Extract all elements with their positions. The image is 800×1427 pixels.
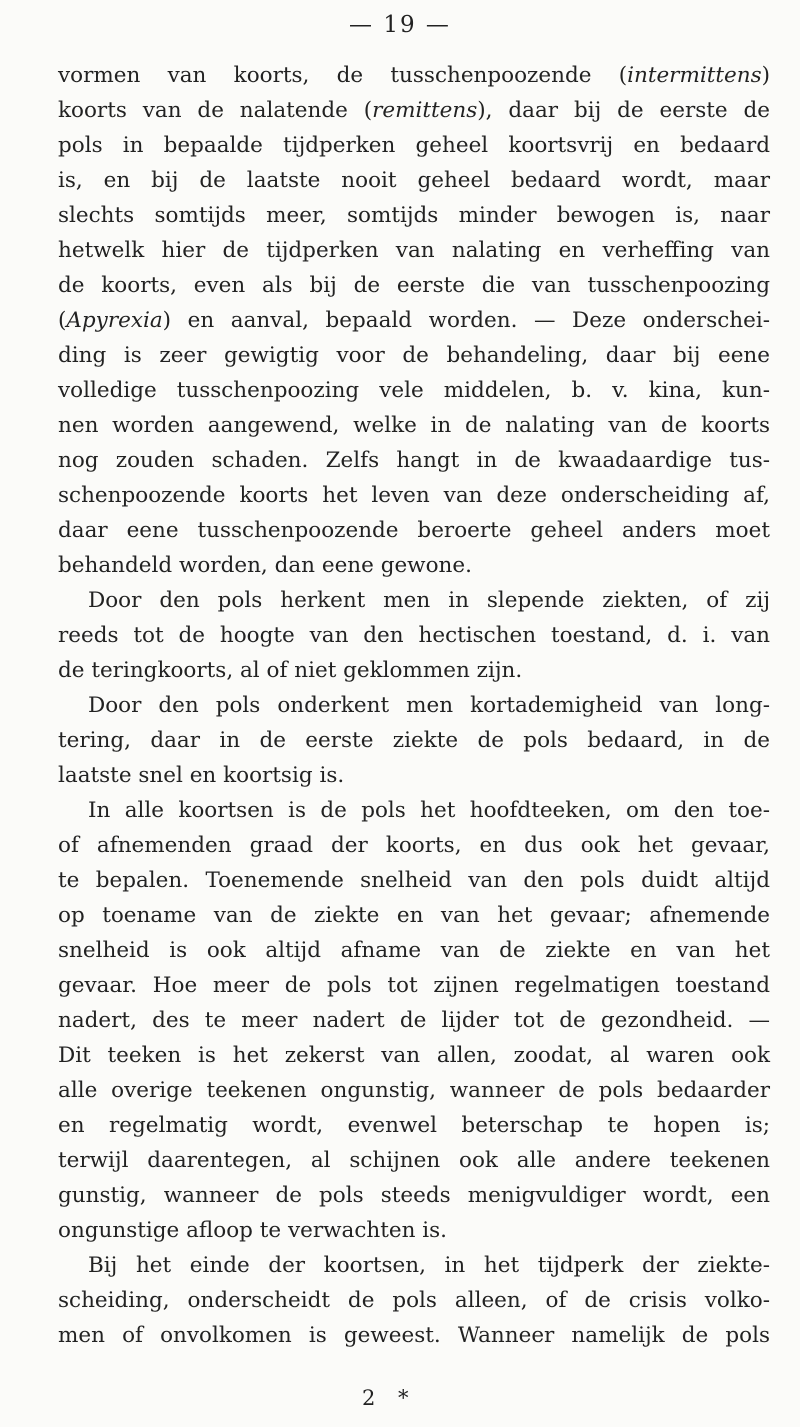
- text-segment: en regelmatig wordt, evenwel beterschap te hopen is;: [58, 1113, 770, 1138]
- text-line: [58, 898, 770, 933]
- text-line: [58, 128, 770, 163]
- text-segment: ), daar bij de eerste de: [477, 98, 770, 123]
- text-segment: de teringkoorts, al of niet geklommen zijn.: [58, 658, 523, 683]
- text-line: [58, 828, 770, 863]
- text-line: [58, 1003, 770, 1038]
- text-line: [58, 268, 770, 303]
- text-segment: gevaar. Hoe meer de pols tot zijnen regelmatigen toestand: [58, 973, 770, 998]
- text-line: [58, 443, 770, 478]
- text-segment: op toename van de ziekte en van het gevaar; afnemende: [58, 903, 770, 928]
- text-segment: scheiding, onderscheidt de pols alleen, of de crisis volko-: [58, 1288, 770, 1313]
- text-segment: pols in bepaalde tijdperken geheel koortsvrij en bedaard: [58, 133, 770, 158]
- text-line: [58, 933, 770, 968]
- text-line: [58, 303, 770, 338]
- text-line: [58, 1178, 770, 1213]
- text-segment: slechts somtijds meer, somtijds minder bewogen is, naar: [58, 203, 770, 228]
- text-line: [58, 198, 770, 233]
- text-line: [58, 373, 770, 408]
- text-line: [58, 793, 770, 828]
- text-line: [58, 408, 770, 443]
- text-line: [58, 968, 770, 1003]
- text-segment: schenpoozende koorts het leven van deze onderscheiding af,: [58, 483, 770, 508]
- text-segment: volledige tusschenpoozing vele middelen, b. v. kina, kun-: [58, 378, 770, 403]
- text-segment: daar eene tusschenpoozende beroerte geheel anders moet: [58, 518, 770, 543]
- text-segment: hetwelk hier de tijdperken van nalating en verheffing van: [58, 238, 770, 263]
- text-line: [58, 653, 770, 688]
- text-segment: is, en bij de laatste nooit geheel bedaard wordt, maar: [58, 168, 770, 193]
- text-line: [58, 93, 770, 128]
- text-segment: nog zouden schaden. Zelfs hangt in de kwaadaardige tus-: [58, 448, 770, 473]
- text-line: [58, 58, 770, 93]
- text-segment: ): [761, 63, 770, 88]
- text-segment: snelheid is ook altijd afname van de ziekte en van het: [58, 938, 770, 963]
- text-line: [58, 548, 770, 583]
- text-segment: te bepalen. Toenemende snelheid van den pols duidt altijd: [58, 868, 770, 893]
- text-segment: gunstig, wanneer de pols steeds menigvuldiger wordt, een: [58, 1183, 770, 1208]
- text-line: [58, 1248, 770, 1283]
- signature-mark: 2 *: [362, 1386, 417, 1410]
- text-line: [58, 1143, 770, 1178]
- text-segment: reeds tot de hoogte van den hectischen toestand, d. i. van: [58, 623, 770, 648]
- text-segment: In alle koortsen is de pols het hoofdteeken, om den toe-: [88, 798, 770, 823]
- page-number: — 19 —: [349, 12, 451, 38]
- text-line: [58, 233, 770, 268]
- text-segment: (: [58, 308, 67, 333]
- text-line: [58, 723, 770, 758]
- text-line: [58, 1318, 770, 1353]
- text-line: [58, 863, 770, 898]
- text-segment: de koorts, even als bij de eerste die van tusschenpoozing: [58, 273, 770, 298]
- text-line: [58, 758, 770, 793]
- text-segment: nadert, des te meer nadert de lijder tot de gezondheid. —: [58, 1008, 770, 1033]
- text-segment: of afnemenden graad der koorts, en dus ook het gevaar,: [58, 833, 770, 858]
- text-segment: alle overige teekenen ongunstig, wanneer de pols bedaarder: [58, 1078, 770, 1103]
- text-line: [58, 163, 770, 198]
- text-segment: ) en aanval, bepaald worden. — Deze onderschei-: [162, 308, 770, 333]
- text-segment: nen worden aangewend, welke in de nalating van de koorts: [58, 413, 770, 438]
- text-segment: Dit teeken is het zekerst van allen, zoodat, al waren ook: [58, 1043, 770, 1068]
- text-line: [58, 1213, 770, 1248]
- body-text: [58, 58, 770, 1353]
- text-line: [58, 688, 770, 723]
- text-line: [58, 1108, 770, 1143]
- text-segment: behandeld worden, dan eene gewone.: [58, 553, 472, 578]
- text-segment: Bij het einde der koortsen, in het tijdperk der ziekte-: [88, 1253, 770, 1278]
- text-line: [58, 513, 770, 548]
- text-line: [58, 1073, 770, 1108]
- text-segment: men of onvolkomen is geweest. Wanneer namelijk de pols: [58, 1323, 770, 1348]
- text-segment: terwijl daarentegen, al schijnen ook alle andere teekenen: [58, 1148, 770, 1173]
- text-line: [58, 618, 770, 653]
- text-segment: koorts van de nalatende (: [58, 98, 373, 123]
- text-segment: laatste snel en koortsig is.: [58, 763, 345, 788]
- text-line: [58, 583, 770, 618]
- text-line: [58, 478, 770, 513]
- text-segment: vormen van koorts, de tusschenpoozende (: [58, 63, 628, 88]
- text-segment: Door den pols onderkent men kortademigheid van long-: [88, 693, 770, 718]
- text-line: [58, 1038, 770, 1073]
- text-line: [58, 1283, 770, 1318]
- text-line: [58, 338, 770, 373]
- text-segment: Door den pols herkent men in slepende ziekten, of zij: [88, 588, 770, 613]
- text-segment: tering, daar in de eerste ziekte de pols bedaard, in de: [58, 728, 770, 753]
- italic-term: intermittens: [627, 63, 762, 88]
- italic-term: remittens: [372, 98, 478, 123]
- text-segment: ongunstige afloop te verwachten is.: [58, 1218, 448, 1243]
- italic-term: Apyrexia: [66, 308, 163, 333]
- text-segment: ding is zeer gewigtig voor de behandeling, daar bij eene: [58, 343, 770, 368]
